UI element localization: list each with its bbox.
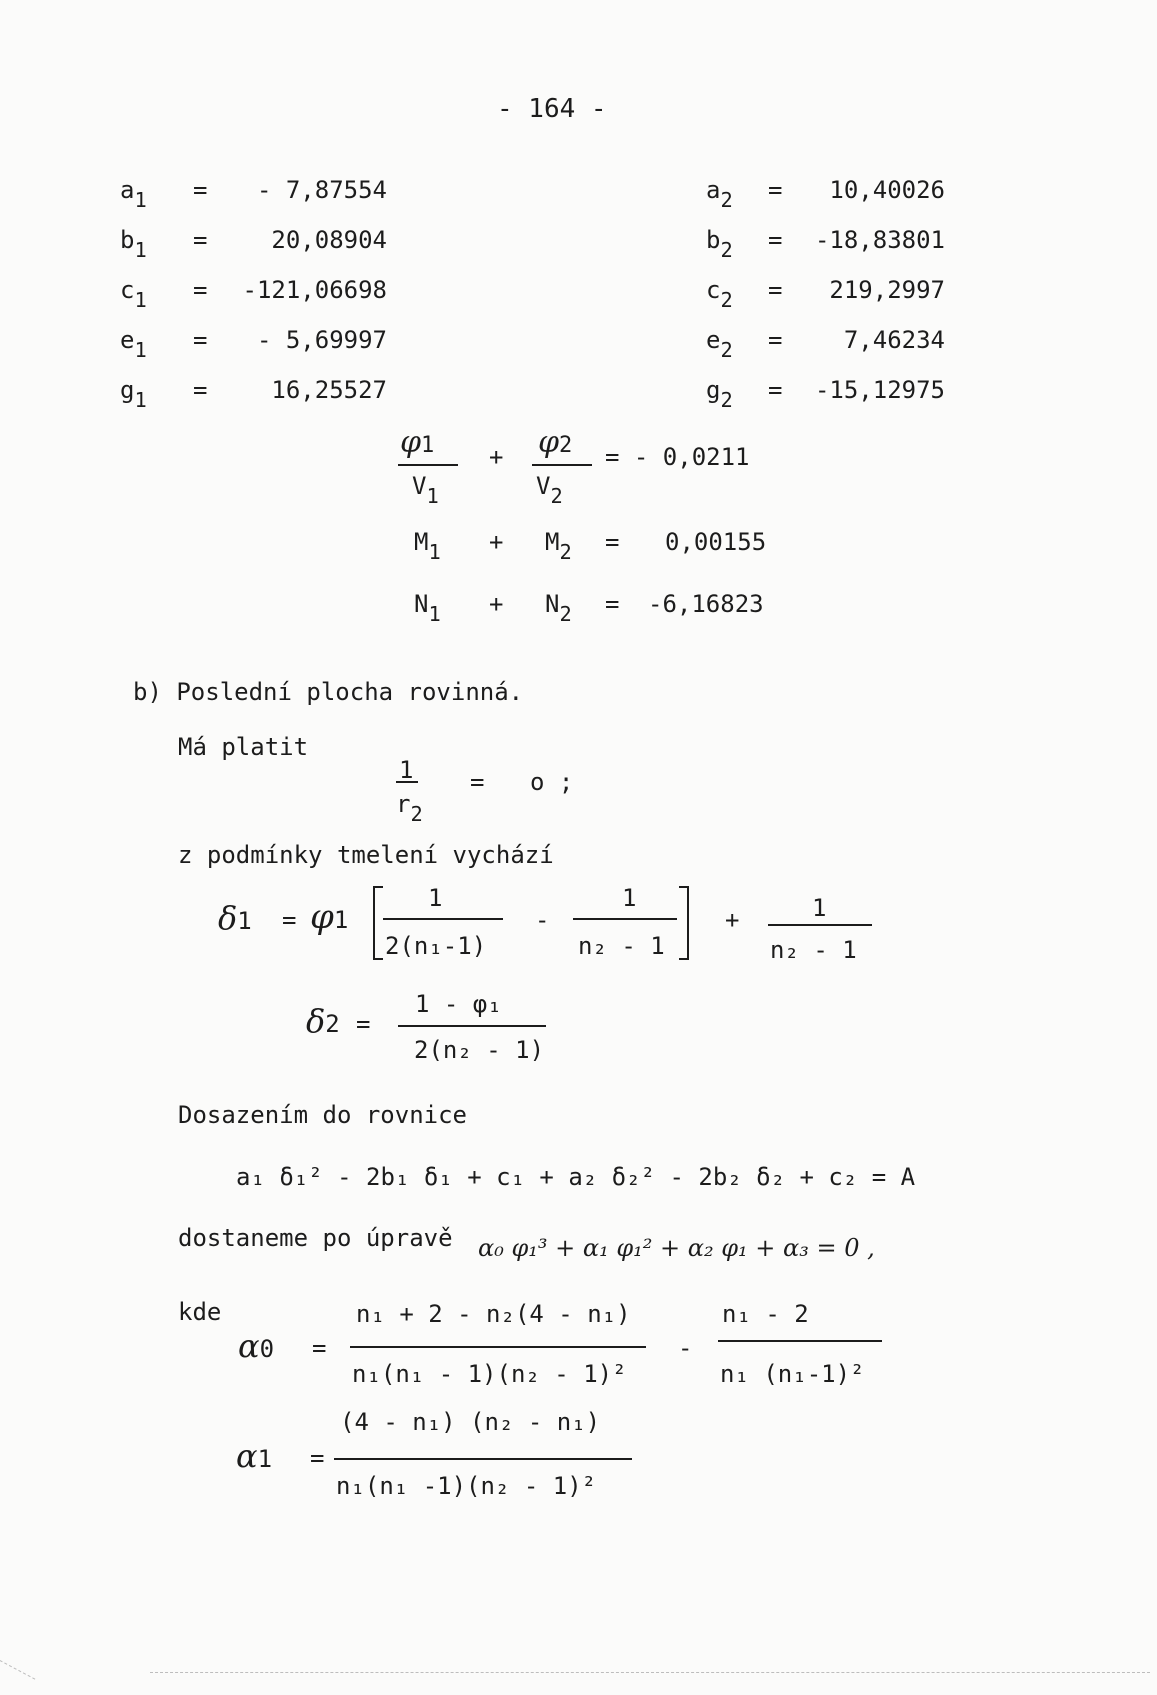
plus-sign: + xyxy=(489,528,504,556)
n-value: -6,16823 xyxy=(648,590,764,618)
coef-value: -18,83801 xyxy=(814,226,945,254)
equals-sign: = xyxy=(768,276,783,304)
scan-corner-line xyxy=(0,1660,35,1680)
equals-sign: = xyxy=(193,326,208,354)
frac2-numerator: 1 xyxy=(622,884,637,912)
coef-symbol: $e_2$ xyxy=(706,326,733,363)
phi-1: φ1 xyxy=(310,897,349,937)
coef-symbol: $b_1$ xyxy=(120,226,147,263)
alpha0-frac1-numerator: n₁ + 2 - n₂(4 - n₁) xyxy=(356,1300,631,1328)
cubic-equation: α₀ φ₁³ + α₁ φ₁² + α₂ φ₁ + α₃ = 0 , xyxy=(478,1234,875,1262)
coef-value: 20,08904 xyxy=(271,226,387,254)
coef-value: 10,40026 xyxy=(829,176,945,204)
m-2: $M_2$ xyxy=(545,528,572,565)
alpha-1: α1 xyxy=(236,1437,273,1475)
section-heading: b) Poslední plocha rovinná. xyxy=(133,678,524,706)
equals-sign: = xyxy=(605,528,620,556)
phi-1: φ1 xyxy=(400,425,435,460)
equals-sign: = xyxy=(193,276,208,304)
frac3-denominator: n₂ - 1 xyxy=(770,936,857,964)
equals-sign: = xyxy=(310,1444,325,1472)
alpha1-denominator: n₁(n₁ -1)(n₂ - 1)² xyxy=(336,1472,597,1500)
tmeleni-text: z podmínky tmelení vychází xyxy=(178,841,554,869)
coef-symbol: $c_2$ xyxy=(706,276,733,313)
equals-sign: = xyxy=(312,1334,327,1362)
coef-symbol: $a_1$ xyxy=(120,176,147,213)
coef-symbol: $a_2$ xyxy=(706,176,733,213)
coef-value: 219,2997 xyxy=(829,276,945,304)
equals-sign: = xyxy=(193,376,208,404)
coef-symbol: $e_1$ xyxy=(120,326,147,363)
v-2: $V_2$ xyxy=(536,472,563,509)
substituted-equation: a₁ δ₁² - 2b₁ δ₁ + c₁ + a₂ δ₂² - 2b₂ δ₂ + c₂ = A xyxy=(236,1163,916,1191)
coef-symbol: $c_1$ xyxy=(120,276,147,313)
coef-symbol: $g_2$ xyxy=(706,376,733,413)
frac1-denominator: 2(n₁-1) xyxy=(385,932,487,960)
equals-sign: = xyxy=(470,768,485,796)
equals-sign: = xyxy=(768,176,783,204)
equals-sign: = xyxy=(193,176,208,204)
cond-rhs: o ; xyxy=(530,768,574,796)
coef-symbol: $g_1$ xyxy=(120,376,147,413)
plus-sign: + xyxy=(489,590,504,618)
cond-denominator: $r_2$ xyxy=(396,790,423,827)
coef-value: - 5,69997 xyxy=(256,326,387,354)
equals-sign: = xyxy=(768,226,783,254)
m-value: 0,00155 xyxy=(665,528,767,556)
delta-2: δ2 xyxy=(306,1002,340,1040)
kde-text: kde xyxy=(178,1298,222,1326)
equals-sign: = xyxy=(282,906,297,934)
alpha0-frac1-denominator: n₁(n₁ - 1)(n₂ - 1)² xyxy=(352,1360,627,1388)
coef-symbol: $b_2$ xyxy=(706,226,733,263)
coef-value: 7,46234 xyxy=(843,326,945,354)
page-number: - 164 - xyxy=(497,94,607,124)
coef-value: - 7,87554 xyxy=(256,176,387,204)
minus-sign: - xyxy=(678,1334,693,1362)
delta2-denominator: 2(n₂ - 1) xyxy=(414,1036,545,1064)
plus-sign: + xyxy=(725,906,740,934)
cond-numerator: 1 xyxy=(399,756,414,784)
equals-sign: = xyxy=(768,376,783,404)
alpha0-frac2-denominator: n₁ (n₁-1)² xyxy=(720,1360,865,1388)
alpha0-frac2-numerator: n₁ - 2 xyxy=(722,1300,809,1328)
delta-1: δ1 xyxy=(218,899,252,937)
minus-sign: - xyxy=(535,906,550,934)
scan-edge-line xyxy=(150,1672,1150,1673)
equals-sign: = xyxy=(768,326,783,354)
dosazenim-text: Dosazením do rovnice xyxy=(178,1101,467,1129)
equals-sign: = xyxy=(193,226,208,254)
coef-value: 16,25527 xyxy=(271,376,387,404)
equals-sign: = xyxy=(605,590,620,618)
coef-value: -121,06698 xyxy=(242,276,387,304)
phi-v-rhs: = - 0,0211 xyxy=(605,443,750,471)
n-1: $N_1$ xyxy=(414,590,441,627)
alpha1-numerator: (4 - n₁) (n₂ - n₁) xyxy=(340,1408,601,1436)
equals-sign: = xyxy=(356,1010,371,1038)
ma-platit-text: Má platit xyxy=(178,733,309,761)
frac2-denominator: n₂ - 1 xyxy=(578,932,665,960)
plus-sign: + xyxy=(489,443,504,471)
delta2-numerator: 1 - φ₁ xyxy=(415,990,502,1018)
n-2: $N_2$ xyxy=(545,590,572,627)
alpha-0: α0 xyxy=(238,1327,275,1365)
frac3-numerator: 1 xyxy=(812,894,827,922)
frac1-numerator: 1 xyxy=(428,884,443,912)
m-1: $M_1$ xyxy=(414,528,441,565)
v-1: $V_1$ xyxy=(412,472,439,509)
coef-value: -15,12975 xyxy=(814,376,945,404)
dostaneme-text: dostaneme po úpravě xyxy=(178,1224,453,1252)
phi-2: φ2 xyxy=(538,425,573,460)
